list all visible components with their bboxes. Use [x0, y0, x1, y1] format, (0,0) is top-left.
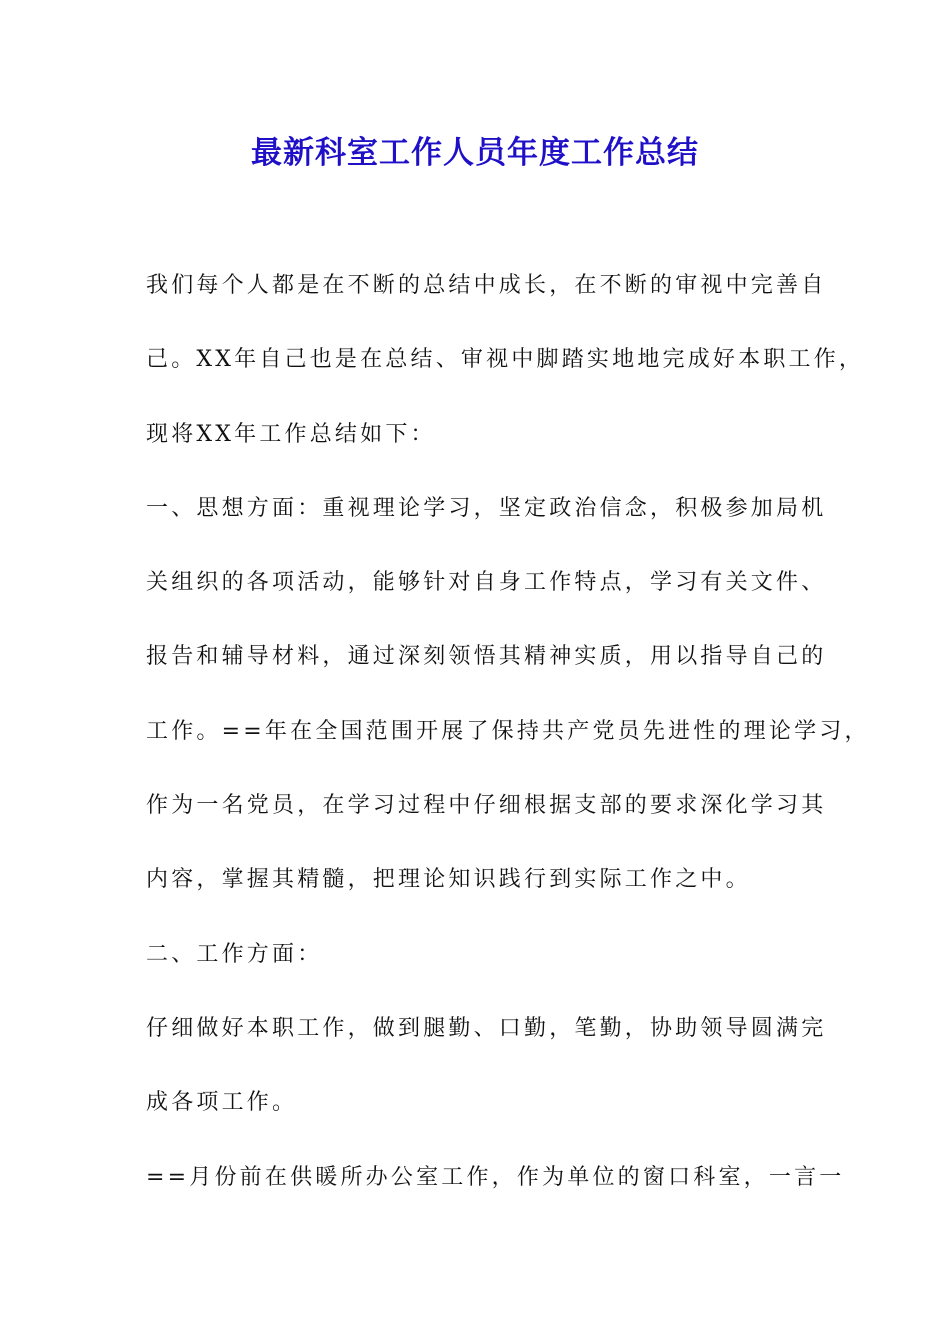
body-line-1: 我们每个人都是在不断的总结中成长，在不断的审视中完善自: [146, 273, 827, 298]
body-line-2: 己。XX年自己也是在总结、审视中脚踏实地地完成好本职工作，: [146, 347, 865, 373]
body-line-5: 关组织的各项活动，能够针对自身工作特点，学习有关文件、: [146, 570, 827, 596]
body-line-12: 成各项工作。: [146, 1090, 298, 1116]
body-line-10: 二、工作方面：: [146, 941, 323, 967]
body-line-7: 工作。==年在全国范围开展了保持共产党员先进性的理论学习，: [146, 718, 870, 744]
document-title: 最新科室工作人员年度工作总结: [251, 135, 699, 171]
body-line-11: 仔细做好本职工作，做到腿勤、口勤，笔勤，协助领导圆满完: [146, 1015, 827, 1041]
body-line-3: 现将XX年工作总结如下：: [146, 421, 436, 447]
body-line-4: 一、思想方面：重视理论学习，坚定政治信念，积极参加局机: [146, 495, 827, 521]
body-line-8: 作为一名党员，在学习过程中仔细根据支部的要求深化学习其: [146, 793, 827, 819]
body-line-6: 报告和辅导材料，通过深刻领悟其精神实质，用以指导自己的: [146, 644, 827, 670]
document-body: [146, 264, 870, 1230]
body-line-13: ==月份前在供暖所办公室工作，作为单位的窗口科室，一言一: [146, 1164, 845, 1190]
body-line-9: 内容，掌握其精髓，把理论知识践行到实际工作之中。: [146, 867, 751, 893]
